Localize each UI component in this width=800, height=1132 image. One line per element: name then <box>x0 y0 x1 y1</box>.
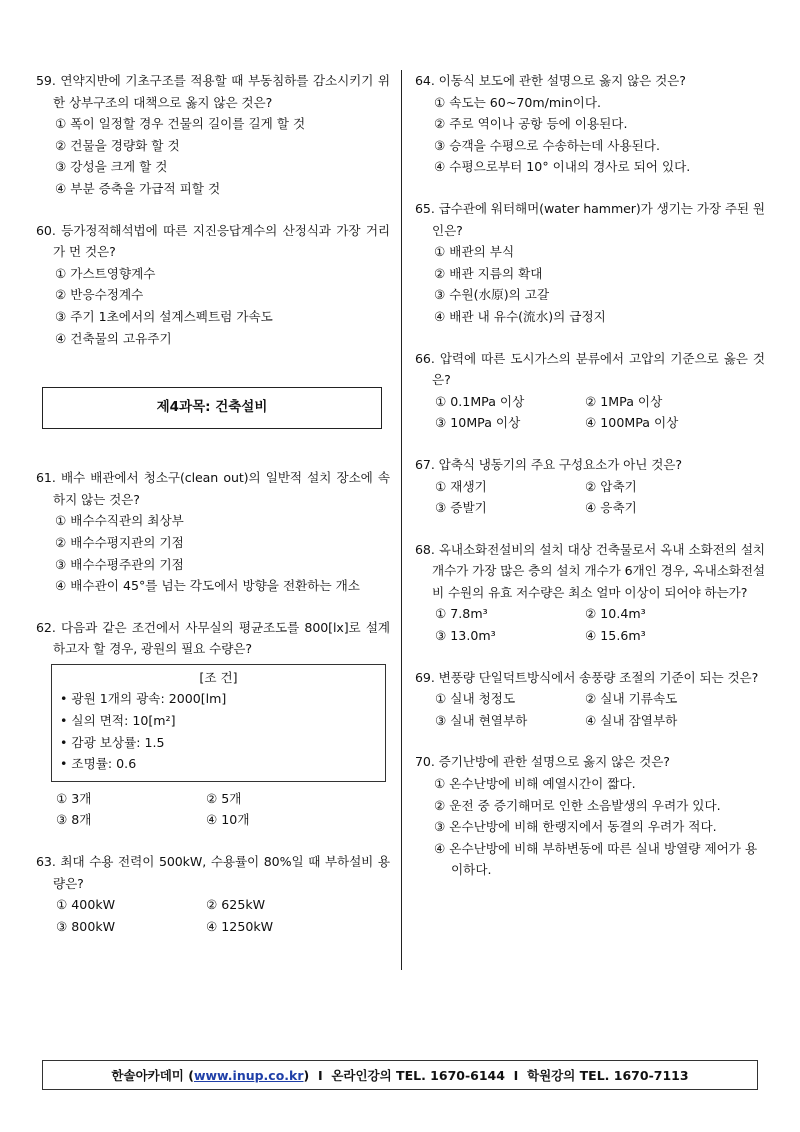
option: ③ 800kW <box>56 918 116 934</box>
condition-item: • 광원 1개의 광속: 2000[lm] <box>60 691 227 707</box>
question-stem: 66. 압력에 따른 도시가스의 분류에서 고압의 기준으로 옳은 것은? <box>415 350 765 388</box>
option: ① 재생기 <box>435 478 487 494</box>
option: ④ 온수난방에 비해 부하변동에 따른 실내 방열량 제어가 용이하다. <box>434 840 758 878</box>
question-stem: 63. 최대 수용 전력이 500kW, 수용률이 80%일 때 부하설비 용량은? <box>36 854 390 891</box>
option: ① 배관의 부식 <box>434 244 515 260</box>
option: ② 건물을 경량화 할 것 <box>55 137 180 153</box>
condition-item: • 실의 면적: 10[m²] <box>60 713 176 729</box>
option: ② 배수수평지관의 기점 <box>55 534 184 550</box>
option: ④ 응축기 <box>585 500 637 516</box>
option: ② 5개 <box>206 790 242 806</box>
question-63 <box>36 851 390 937</box>
option: ④ 실내 잠열부하 <box>585 712 678 728</box>
option: ③ 승객을 수평으로 수송하는데 사용된다. <box>434 137 660 153</box>
option: ② 압축기 <box>585 478 637 494</box>
option: ① 3개 <box>56 790 92 806</box>
option: ② 반응수정계수 <box>55 287 144 303</box>
question-stem: 70. 증기난방에 관한 설명으로 옳지 않은 것은? <box>415 754 670 770</box>
option: ① 7.8m³ <box>435 606 488 622</box>
question-60 <box>36 220 390 350</box>
option: ① 0.1MPa 이상 <box>435 393 525 409</box>
options-grid <box>415 688 765 731</box>
options-grid <box>415 391 765 434</box>
condition-item: • 감광 보상률: 1.5 <box>60 734 165 750</box>
question-69 <box>415 667 765 732</box>
question-70 <box>415 751 765 881</box>
question-64 <box>415 70 765 178</box>
options-grid <box>36 894 390 937</box>
question-68 <box>415 539 765 647</box>
question-stem: 69. 변풍량 단일덕트방식에서 송풍량 조절의 기준이 되는 것은? <box>415 669 759 685</box>
option: ① 가스트영향계수 <box>55 265 156 281</box>
question-stem: 64. 이동식 보도에 관한 설명으로 옳지 않은 것은? <box>415 73 686 88</box>
option: ② 배관 지름의 확대 <box>434 265 543 281</box>
option: ③ 온수난방에 비해 한랭지에서 동결의 우려가 적다. <box>434 819 717 835</box>
footer-website-link[interactable]: www.inup.co.kr <box>193 1067 304 1083</box>
question-stem: 67. 압축식 냉동기의 주요 구성요소가 아닌 것은? <box>415 456 682 472</box>
question-stem: 61. 배수 배관에서 청소구(clean out)의 일반적 설치 장소에 속하지 않는 것은? <box>36 470 390 507</box>
options-grid <box>415 476 765 519</box>
question-stem: 65. 급수관에 워터해머(water hammer)가 생기는 가장 주된 원인은? <box>415 200 765 238</box>
option: ① 온수난방에 비해 예열시간이 짧다. <box>434 776 636 792</box>
footer-bar <box>42 1060 758 1090</box>
condition-box <box>51 664 386 782</box>
question-stem: 60. 등가정적해석법에 따른 지진응답계수의 산정식과 가장 거리가 먼 것은? <box>36 222 390 260</box>
option: ② 1MPa 이상 <box>585 393 663 409</box>
option: ③ 10MPa 이상 <box>435 415 521 431</box>
footer-contact: ) I 온라인강의 TEL. 1670-6144 I 학원강의 TEL. 1670-7113 <box>303 1068 689 1083</box>
condition-item: • 조명률: 0.6 <box>60 756 137 772</box>
question-stem: 62. 다음과 같은 조건에서 사무실의 평균조도를 800[lx]로 설계하고자 할 경우, 광원의 필요 수량은? <box>36 619 390 657</box>
question-stem: 59. 연약지반에 기초구조를 적용할 때 부동침하를 감소시키기 위한 상부구조의 대책으로 옳지 않은 것은? <box>36 73 390 110</box>
right-column <box>415 70 765 901</box>
option: ① 배수수직관의 최상부 <box>55 513 184 529</box>
option: ② 실내 기류속도 <box>585 691 678 707</box>
option: ③ 배수수평주관의 기점 <box>55 556 184 572</box>
footer-academy: 한솔아카데미 ( <box>111 1068 194 1083</box>
option: ② 주로 역이나 공항 등에 이용된다. <box>434 116 628 132</box>
option: ① 속도는 60~70m/min이다. <box>434 94 601 110</box>
options-grid <box>415 603 765 646</box>
option: ① 폭이 일정할 경우 건물의 길이를 길게 할 것 <box>55 116 306 132</box>
column-divider <box>401 70 402 970</box>
option: ③ 8개 <box>56 812 92 828</box>
option: ④ 배관 내 유수(流水)의 급정지 <box>434 308 606 324</box>
question-59 <box>36 70 390 200</box>
option: ③ 주기 1초에서의 설계스펙트럼 가속도 <box>55 308 273 324</box>
option: ② 625kW <box>206 897 266 913</box>
option: ④ 1250kW <box>206 918 274 934</box>
options-grid <box>36 788 390 831</box>
question-stem: 68. 옥내소화전설비의 설치 대상 건축물로서 옥내 소화전의 설치개수가 가장 많은 층의 설치 개수가 6개인 경우, 옥내소화전설비 수원의 유효 저수량은 최소 얼마 이상이 되어야 하는가? <box>415 541 765 600</box>
option: ② 10.4m³ <box>585 606 646 622</box>
section-title: 제4과목: 건축설비 <box>42 387 382 429</box>
left-column <box>36 70 390 957</box>
option: ① 400kW <box>56 897 116 913</box>
option: ③ 13.0m³ <box>435 628 496 644</box>
option: ③ 강성을 크게 할 것 <box>55 159 168 175</box>
option: ④ 수평으로부터 10° 이내의 경사로 되어 있다. <box>434 159 691 175</box>
option: ④ 10개 <box>206 812 250 828</box>
option: ④ 배수관이 45°를 넘는 각도에서 방향을 전환하는 개소 <box>55 578 360 594</box>
option: ④ 100MPa 이상 <box>585 415 679 431</box>
question-67 <box>415 454 765 519</box>
question-65 <box>415 198 765 328</box>
question-61 <box>36 467 390 597</box>
option: ② 운전 중 증기해머로 인한 소음발생의 우려가 있다. <box>434 797 721 813</box>
option: ③ 수원(水原)의 고갈 <box>434 287 550 303</box>
option: ① 실내 청정도 <box>435 691 516 707</box>
option: ④ 건축물의 고유주기 <box>55 330 172 346</box>
option: ④ 15.6m³ <box>585 628 646 644</box>
condition-title: [조 건] <box>199 669 238 685</box>
option: ④ 부분 증축을 가급적 피할 것 <box>55 180 221 196</box>
option: ③ 증발기 <box>435 500 487 516</box>
question-66 <box>415 348 765 434</box>
question-62 <box>36 617 390 831</box>
option: ③ 실내 현열부하 <box>435 712 528 728</box>
